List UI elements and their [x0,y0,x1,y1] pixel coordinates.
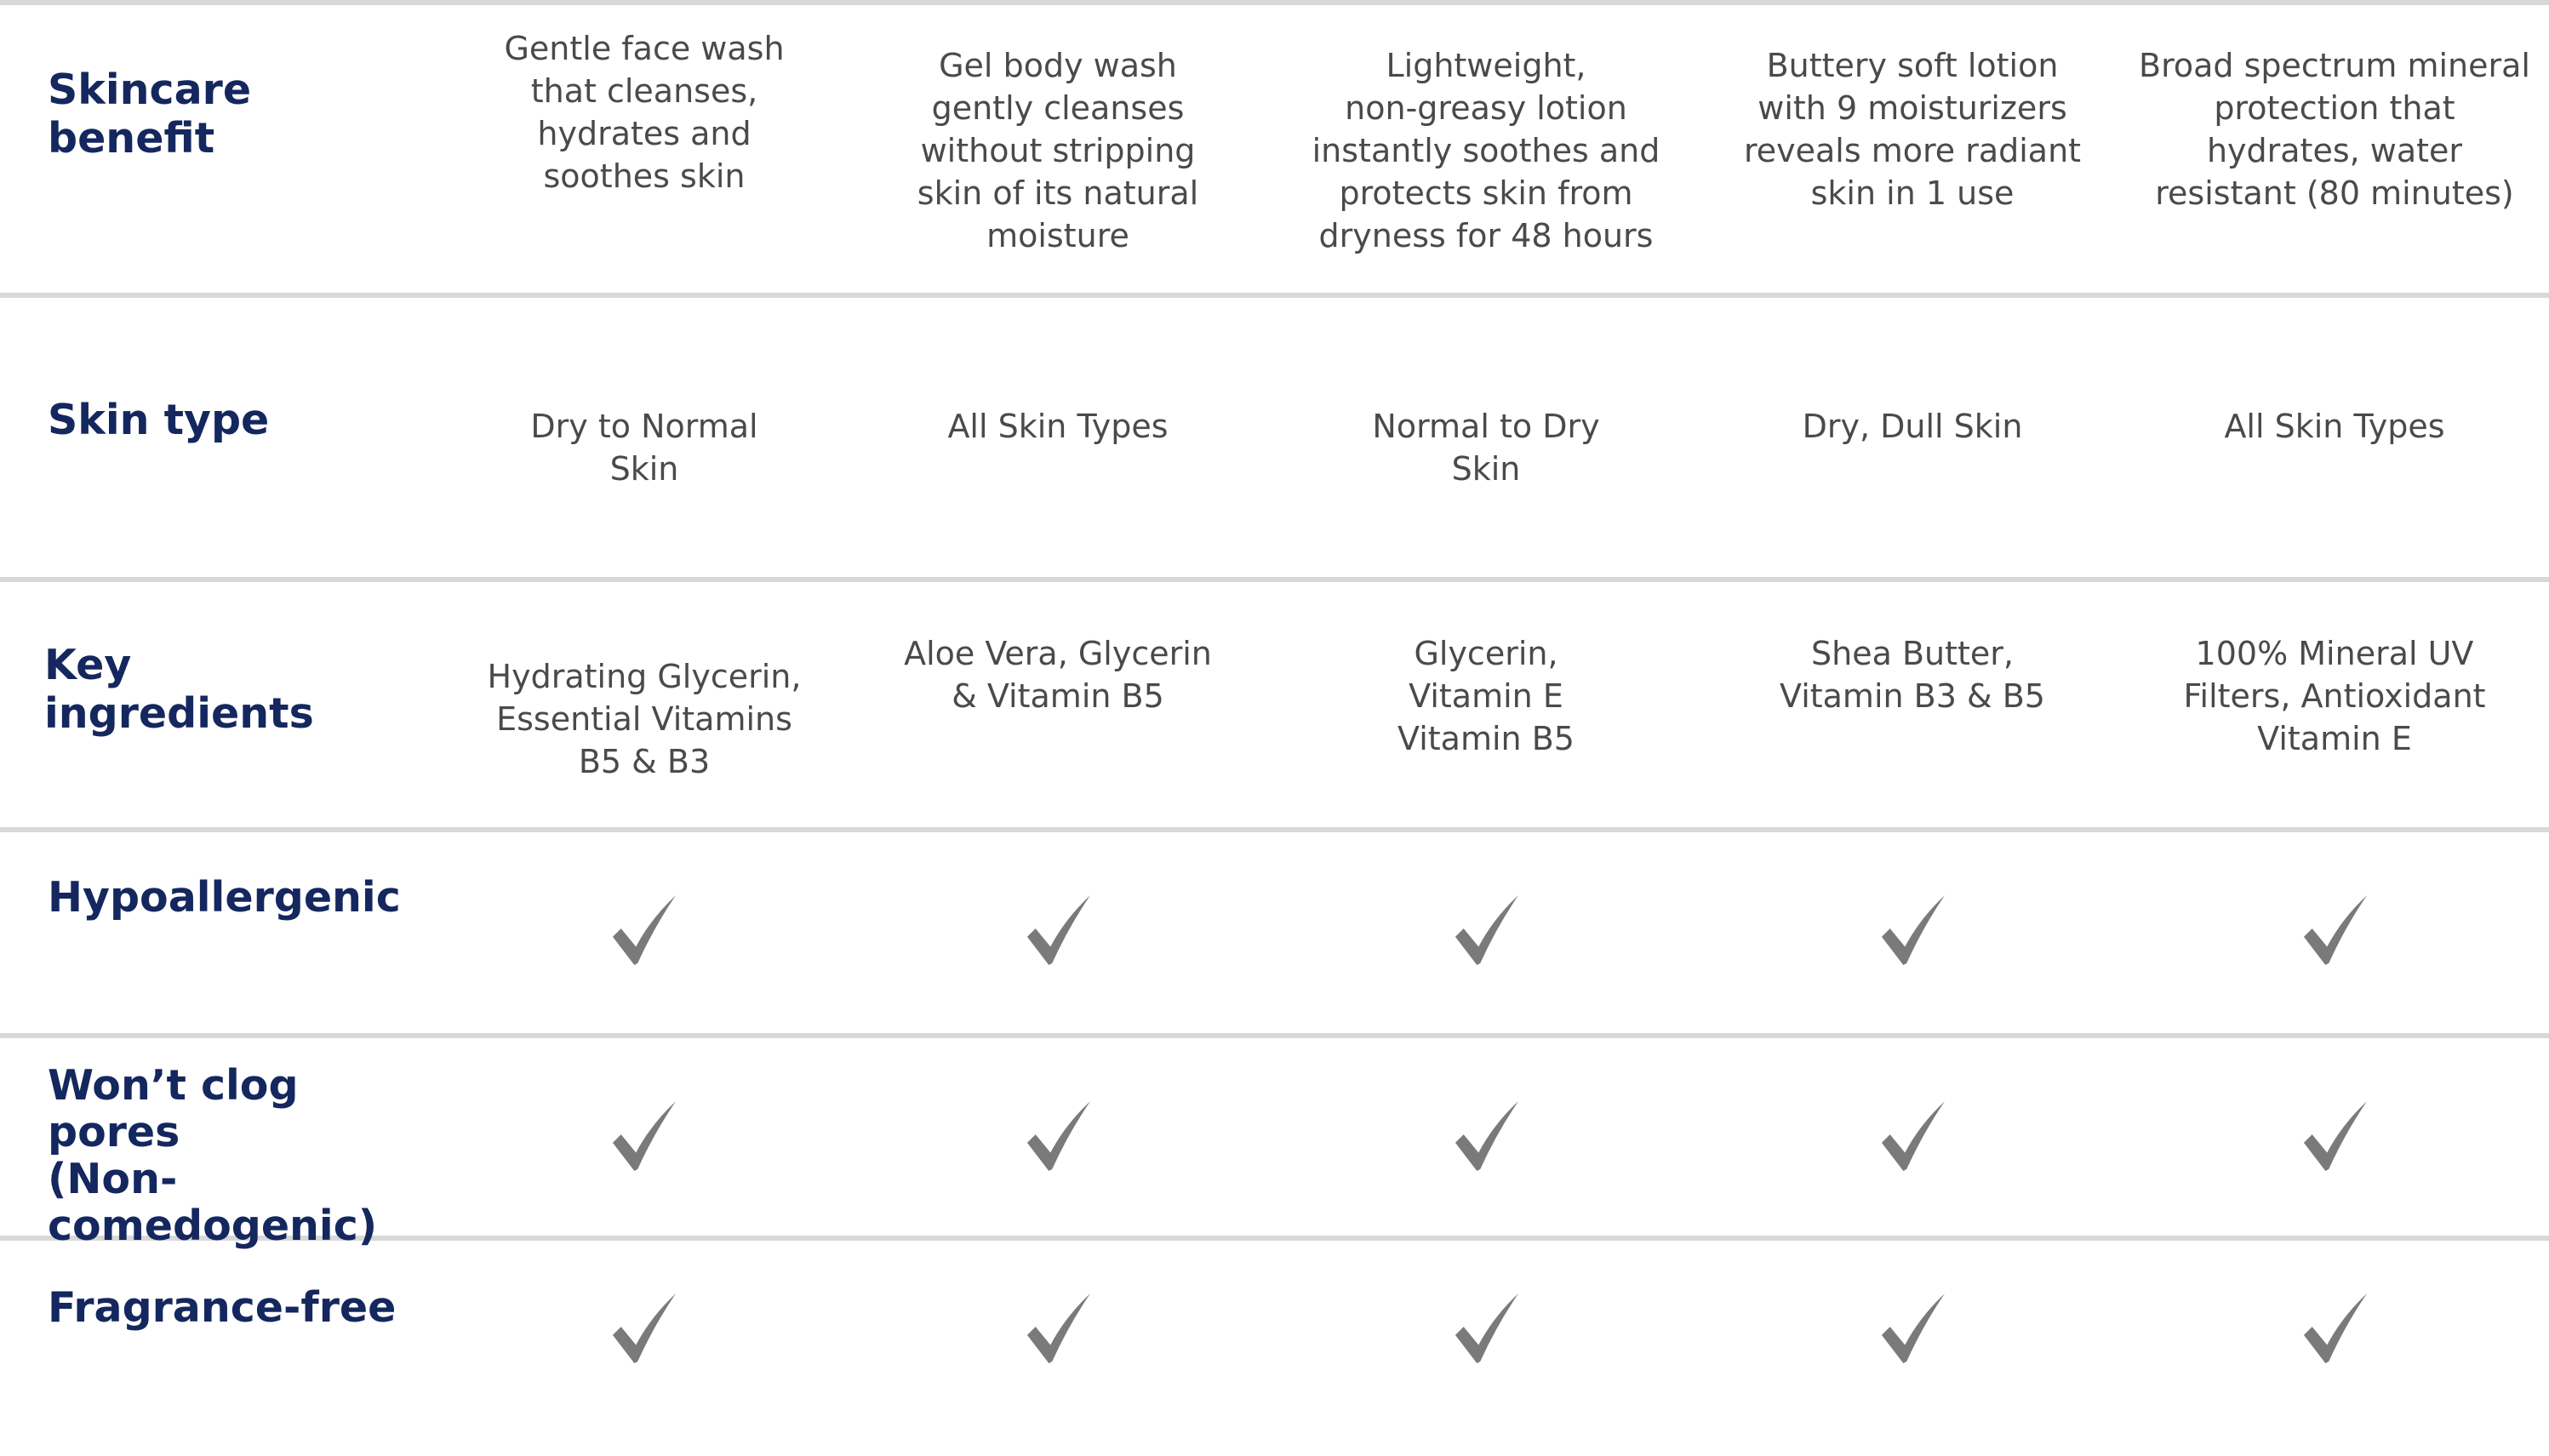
row-label: Fragrance-free [48,1283,397,1332]
table-cell: Dry to Normal Skin [530,408,758,488]
table-cell: Broad spectrum mineral protection that hydrates, water resistant (80 minutes) [2139,47,2530,212]
table-cell: Gel body wash gently cleanses without stripping skin of its natural moisture [917,47,1199,254]
table-cell: Shea Butter, Vitamin B3 & B5 [1780,635,2045,715]
checkmark-icon [1026,1293,1092,1365]
table-cell: Hydrating Glycerin, Essential Vitamins B5 & B3 [487,658,802,780]
checkmark-icon [611,1293,677,1365]
table-cell: Lightweight, non-greasy lotion instantly soothes and protects skin from dryness for 48 hours [1312,47,1660,254]
checkmark-icon [1454,1293,1520,1365]
table-cell: Gentle face wash that cleanses, hydrates and soothes skin [504,30,785,195]
checkmark-icon [1880,1293,1946,1365]
table-cell: Dry, Dull Skin [1802,408,2023,445]
table-cell: Glycerin, Vitamin E Vitamin B5 [1397,635,1575,757]
table-cell: Aloe Vera, Glycerin & Vitamin B5 [904,635,1212,715]
table-cell: Buttery soft lotion with 9 moisturizers reveals more radiant skin in 1 use [1743,47,2082,212]
row-label: Hypoallergenic [48,873,401,922]
row-label: Skin type [48,396,270,444]
row-label: Won’t clog pores (Non- comedogenic) [48,1061,378,1250]
table-cell: All Skin Types [947,408,1169,445]
row-label: Skincare benefit [48,66,252,163]
row-label: Key ingredients [44,641,314,738]
checkmark-icon [2302,1293,2369,1365]
table-cell: All Skin Types [2224,408,2445,445]
table-cell: 100% Mineral UV Filters, Antioxidant Vitamin E [2183,635,2486,757]
table-cell: Normal to Dry Skin [1372,408,1600,488]
